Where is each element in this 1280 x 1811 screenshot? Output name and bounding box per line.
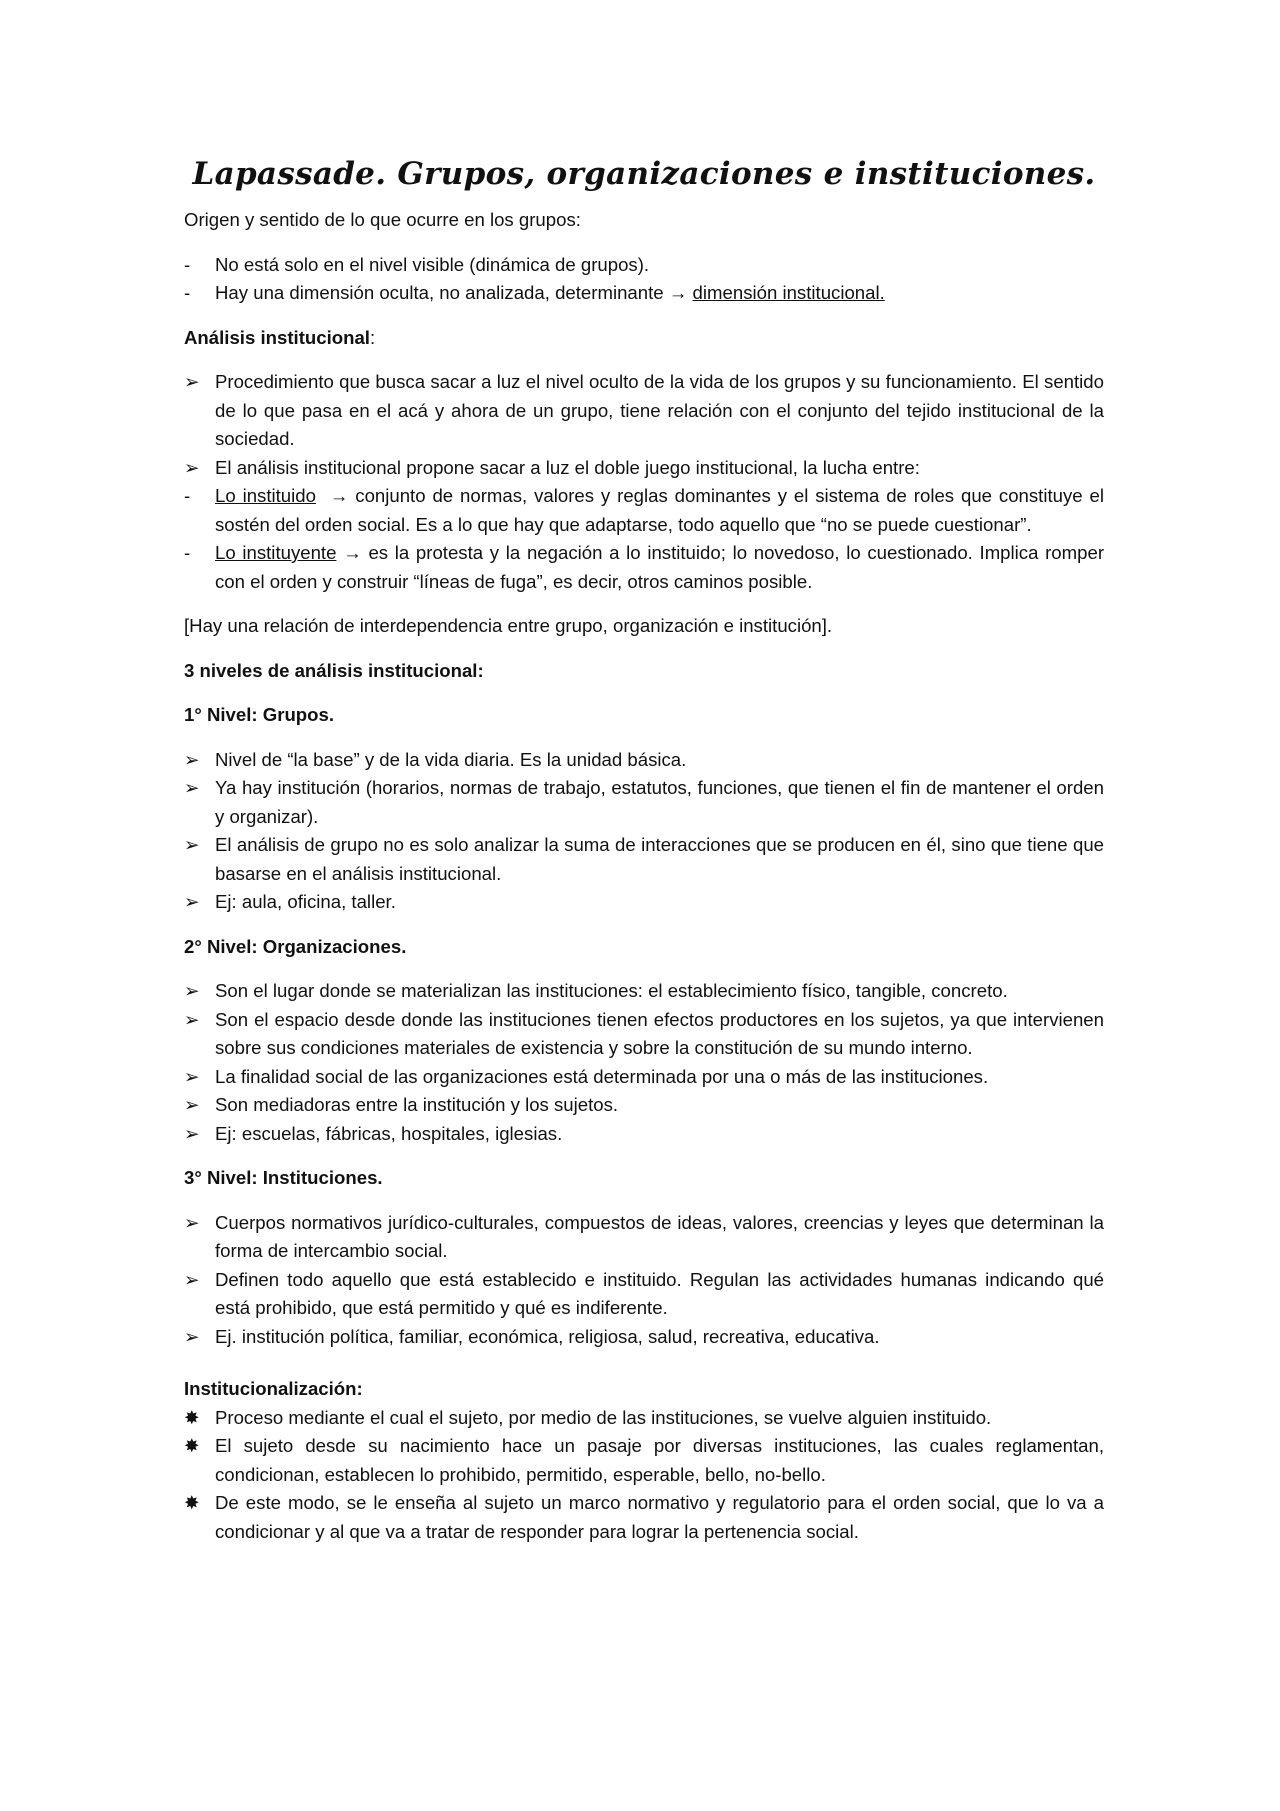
nivel2-item-text: Son el lugar donde se materializan las instituciones: el establecimiento físico, tangible, concreto. bbox=[215, 980, 1008, 1001]
list-item bbox=[184, 1323, 1104, 1352]
list-item bbox=[184, 888, 1104, 917]
list-item bbox=[184, 1120, 1104, 1149]
right-arrow-icon: → bbox=[329, 485, 349, 506]
arrow-bullet-icon: ➢ bbox=[184, 371, 200, 392]
list-item bbox=[184, 1091, 1104, 1120]
nivel3-item-text: Definen todo aquello que está establecido e instituido. Regulan las actividades humanas indicando qué está prohibido, que está permitido y qué es indiferente. bbox=[215, 1268, 1104, 1318]
nivel2-item-text: Ej: escuelas, fábricas, hospitales, iglesias. bbox=[215, 1122, 563, 1144]
arrow-bullet-icon: ➢ bbox=[184, 456, 200, 478]
arrow-bullet-icon: ➢ bbox=[184, 1008, 200, 1030]
instit-item-text: El sujeto desde su nacimiento hace un pasaje por diversas instituciones, las cuales reglamentan, condicionan, establecen lo prohibido, permitido, esperable, bello, no-bello. bbox=[215, 1435, 1104, 1485]
arrow-bullet-icon: ➢ bbox=[184, 1268, 200, 1290]
dimension-institucional-link: dimensión institucional. bbox=[692, 282, 885, 303]
dash-marker: - bbox=[184, 282, 191, 303]
nivel1-heading: 1° Nivel: Grupos. bbox=[184, 704, 335, 725]
nivel1-item-text: Nivel de “la base” y de la vida diaria. Es la unidad básica. bbox=[215, 748, 687, 770]
instituido-text: conjunto de normas, valores y reglas dominantes y el sistema de roles que constituye el sostén del orden social. Es a lo que hay que adaptarse, todo aquello que “no se puede cuestionar”. bbox=[215, 485, 1104, 535]
list-item bbox=[184, 482, 1104, 539]
origen-item-text: Hay una dimensión oculta, no analizada, determinante bbox=[215, 282, 664, 303]
analisis-item-text: Procedimiento que busca sacar a luz el nivel oculto de la vida de los grupos y su funcionamiento. El sentido de lo que pasa en el acá y ahora de un grupo, tiene relación con el conjunto del tejido institucional de la sociedad. bbox=[215, 371, 1104, 449]
nivel2-list bbox=[184, 977, 1104, 1148]
right-arrow-icon: → bbox=[668, 282, 688, 303]
arrow-bullet-icon: ➢ bbox=[184, 1122, 200, 1144]
origen-intro: Origen y sentido de lo que ocurre en los grupos: bbox=[184, 209, 581, 230]
page-title: Lapassade. Grupos, organizaciones e instituciones. bbox=[192, 156, 1096, 192]
list-item bbox=[184, 1209, 1104, 1266]
list-item bbox=[184, 831, 1104, 888]
arrow-bullet-icon: ➢ bbox=[184, 1325, 200, 1347]
dash-marker: - bbox=[184, 485, 191, 506]
dash-marker: - bbox=[184, 542, 191, 563]
institucionalizacion-heading: Institucionalización: bbox=[184, 1378, 363, 1399]
nivel2-item-text: Son el espacio desde donde las instituciones tienen efectos productores en los sujetos, ya que intervienen sobre sus condiciones materiales de existencia y sobre la constitución de su mundo interno. bbox=[215, 1008, 1104, 1058]
list-item bbox=[184, 539, 1104, 596]
origen-list bbox=[184, 251, 1104, 308]
nivel2-item-text: La finalidad social de las organizaciones está determinada por una o más de las instituciones. bbox=[215, 1065, 989, 1087]
nivel3-item-text: Cuerpos normativos jurídico-culturales, compuestos de ideas, valores, creencias y leyes que determinan la forma de intercambio social. bbox=[215, 1211, 1104, 1261]
list-item bbox=[184, 368, 1104, 454]
arrow-bullet-icon: ➢ bbox=[184, 1211, 200, 1233]
arrow-bullet-icon: ➢ bbox=[184, 748, 200, 770]
list-item bbox=[184, 746, 1104, 775]
origen-item-text: No está solo en el nivel visible (dinámica de grupos). bbox=[215, 253, 650, 275]
nivel1-item-text: Ej: aula, oficina, taller. bbox=[215, 891, 396, 912]
list-item bbox=[184, 251, 1104, 280]
arrow-bullet-icon: ➢ bbox=[184, 891, 200, 912]
nivel2-item-text: Son mediadoras entre la institución y los sujetos. bbox=[215, 1094, 619, 1115]
instit-item-text: De este modo, se le enseña al sujeto un marco normativo y regulatorio para el orden social, que lo va a condicionar y al que va a tratar de responder para lograr la pertenencia social. bbox=[215, 1492, 1104, 1542]
instit-item-text: Proceso mediante el cual el sujeto, por medio de las instituciones, se vuelve alguien instituido. bbox=[215, 1406, 992, 1428]
nivel3-heading: 3° Nivel: Instituciones. bbox=[184, 1167, 383, 1188]
list-item bbox=[184, 1432, 1104, 1489]
analisis-heading: Análisis institucional bbox=[184, 326, 370, 348]
heading-colon: : bbox=[369, 326, 376, 348]
list-item bbox=[184, 1266, 1104, 1323]
arrow-bullet-icon: ➢ bbox=[184, 1065, 200, 1087]
arrow-bullet-icon: ➢ bbox=[184, 980, 200, 1001]
nivel1-item-text: El análisis de grupo no es solo analizar la suma de interacciones que se producen en él, sino que tiene que basarse en el análisis institucional. bbox=[215, 834, 1104, 884]
analisis-item-text: El análisis institucional propone sacar a luz el doble juego institucional, la lucha entre: bbox=[215, 456, 920, 478]
arrow-bullet-icon: ➢ bbox=[184, 777, 200, 798]
list-item bbox=[184, 1489, 1104, 1546]
nivel2-heading: 2° Nivel: Organizaciones. bbox=[184, 935, 407, 957]
list-item bbox=[184, 1404, 1104, 1433]
nivel1-list bbox=[184, 746, 1104, 917]
relacion-text: [Hay una relación de interdependencia entre grupo, organización e institución]. bbox=[184, 615, 833, 636]
nivel1-item-text: Ya hay institución (horarios, normas de trabajo, estatutos, funciones, que tienen el fin de mantener el orden y organizar). bbox=[215, 777, 1104, 827]
arrow-bullet-icon: ➢ bbox=[184, 1094, 200, 1115]
list-item bbox=[184, 454, 1104, 483]
instituyente-term: Lo instituyente bbox=[215, 542, 337, 563]
institucionalizacion-list bbox=[184, 1404, 1104, 1547]
arrow-bullet-icon: ➢ bbox=[184, 834, 200, 855]
list-item bbox=[184, 1006, 1104, 1063]
dash-marker: - bbox=[184, 253, 191, 275]
niveles-heading: 3 niveles de análisis institucional: bbox=[184, 659, 484, 681]
star-bullet-icon: ✸ bbox=[184, 1492, 200, 1513]
star-bullet-icon: ✸ bbox=[184, 1406, 200, 1428]
list-item bbox=[184, 279, 1104, 308]
list-item bbox=[184, 774, 1104, 831]
list-item bbox=[184, 977, 1104, 1006]
document-page bbox=[184, 150, 1104, 1562]
star-bullet-icon: ✸ bbox=[184, 1435, 200, 1456]
instituido-term: Lo instituido bbox=[215, 485, 316, 506]
nivel3-item-text: Ej. institución política, familiar, económica, religiosa, salud, recreativa, educativa. bbox=[215, 1325, 880, 1347]
right-arrow-icon: → bbox=[343, 542, 362, 563]
analisis-heading-line bbox=[184, 324, 1104, 353]
instituyente-text: es la protesta y la negación a lo instituido; lo novedoso, lo cuestionado. Implica romper con el orden y construir “líneas de fuga”, es decir, otros caminos posible. bbox=[215, 542, 1105, 592]
list-item bbox=[184, 1063, 1104, 1092]
nivel3-list bbox=[184, 1209, 1104, 1352]
analisis-list bbox=[184, 368, 1104, 596]
